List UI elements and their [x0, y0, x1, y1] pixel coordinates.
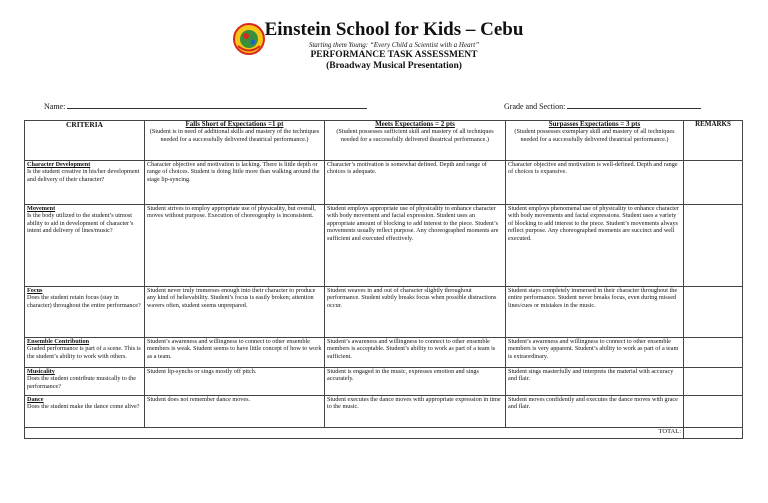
criteria-header: CRITERIA [25, 121, 145, 161]
level2-desc: (Student possesses sufficient skill and mastery of all techniques needed for a successfully delivered theatrical performance.) [336, 128, 494, 143]
level1-cell: Student never truly immerses enough into their character to produce any kind of believability. Student’s focus is easily broken; attention wavers often, student seems unprepared. [145, 287, 325, 338]
level1-desc: (Student is in need of additional skills and mastery of the techniques needed for a successfully delivered theatrical performance.) [149, 128, 320, 143]
document-title: PERFORMANCE TASK ASSESSMENT [310, 50, 478, 60]
criteria-question: Does the student retain focus (stay in character) throughout the entire performance? [27, 294, 141, 309]
level2-cell: Student employs appropriate use of physicality to enhance character with body movement and facial expression. Student uses an appropriate amount of blocking to add interest to the piece. Student’s movements usually reflect purpose. Any choreographed moments are sufficient and executed effectively. [325, 205, 506, 287]
level3-cell: Student’s awareness and willingness to connect to other ensemble members is very apparent. Student’s ability to work as part of a team is extraordinary. [506, 338, 684, 368]
grade-label: Grade and Section: [504, 102, 566, 111]
name-blank-line[interactable] [67, 101, 367, 109]
table-row [25, 368, 743, 396]
criteria-cell [25, 287, 145, 338]
grade-section-field[interactable] [504, 101, 701, 111]
remarks-cell[interactable] [684, 205, 743, 287]
criteria-cell [25, 338, 145, 368]
level3-cell: Character objective and motivation is well-defined. Depth and range of choices is expansive. [506, 161, 684, 205]
remarks-cell[interactable] [684, 396, 743, 428]
school-name: Einstein School for Kids – Cebu [264, 19, 524, 40]
criteria-question: Graded performance is part of a scene. This is the student’s ability to work with others. [27, 345, 141, 360]
level1-title: Falls Short of Expectations =1 pt [185, 120, 284, 128]
level2-title: Meets Expectations = 2 pts [375, 120, 455, 128]
level3-cell: Student employs phenomenal use of physicality to enhance character with body movements and facial expressions. Student uses a variety of blocking to add interest to the piece. Student’s movements always reflect purpose. Any choreographed moments are succinct and well executed. [506, 205, 684, 287]
school-slogan: Starting them Young: “Every Child a Scientist with a Heart” [308, 41, 480, 49]
criteria-question: Does the student contribute musically to the performance? [27, 375, 136, 390]
criteria-question: Is the student creative in his/her development and delivery of their character? [27, 168, 140, 183]
criteria-cell [25, 161, 145, 205]
criteria-title: Ensemble Contribution [27, 338, 90, 345]
table-row [25, 396, 743, 428]
level1-cell: Student does not remember dance moves. [145, 396, 325, 428]
name-field[interactable] [44, 101, 367, 111]
total-row [25, 428, 743, 439]
level3-cell: Student sings masterfully and interprets the material with accuracy and flair. [506, 368, 684, 396]
level1-cell: Student strives to employ appropriate use of physicality, but overall, moves without purpose. Execution of choreography is inconsistent. [145, 205, 325, 287]
table-row [25, 161, 743, 205]
total-label: TOTAL: [25, 428, 684, 439]
criteria-title: Movement [27, 205, 56, 212]
remarks-cell[interactable] [684, 287, 743, 338]
document-header [0, 20, 768, 72]
table-header-row [25, 121, 743, 161]
total-value-cell[interactable] [684, 428, 743, 439]
criteria-title: Dance [27, 396, 44, 403]
remarks-cell[interactable] [684, 368, 743, 396]
level2-header [325, 121, 506, 161]
level3-cell: Student stays completely immersed in their character throughout the entire performance. Student never breaks focus, even during missed lines/cues or mistakes in the music. [506, 287, 684, 338]
criteria-cell [25, 368, 145, 396]
grade-blank-line[interactable] [567, 101, 701, 109]
remarks-cell[interactable] [684, 338, 743, 368]
level3-cell: Student moves confidently and executes the dance moves with grace and flair. [506, 396, 684, 428]
criteria-title: Musicality [27, 368, 55, 375]
level3-desc: (Student possesses exemplary skill and mastery of all techniques needed for a successfully delivered theatrical performance.) [514, 128, 675, 143]
table-row [25, 287, 743, 338]
level1-cell: Student’s awareness and willingness to connect to other ensemble members is weak. Student seems to have little concept of how to work as a team. [145, 338, 325, 368]
remarks-cell[interactable] [684, 161, 743, 205]
level3-header [506, 121, 684, 161]
table-row [25, 338, 743, 368]
level2-cell: Character’s motivation is somewhat defined. Depth and range of choices is adequate. [325, 161, 506, 205]
criteria-question: Does the student make the dance come alive? [27, 403, 140, 411]
name-label: Name: [44, 102, 66, 111]
criteria-question: Is the body utilized to the student’s utmost ability to aid in development of character’s intent and delivery of lines/music? [27, 212, 134, 235]
level2-cell: Student’s awareness and willingness to connect to other ensemble members is acceptable. Student’s ability to work as part of a team is sufficient. [325, 338, 506, 368]
remarks-header: REMARKS [684, 121, 743, 161]
level2-cell: Student is engaged in the music, expresses emotion and sings accurately. [325, 368, 506, 396]
level1-cell: Student lip-synchs or sings mostly off pitch. [145, 368, 325, 396]
criteria-title: Focus [27, 287, 43, 294]
document-subtitle: (Broadway Musical Presentation) [326, 61, 462, 71]
criteria-cell [25, 205, 145, 287]
rubric-table [24, 120, 743, 439]
criteria-title: Character Development [27, 161, 91, 168]
level2-cell: Student executes the dance moves with appropriate expression in time to the music. [325, 396, 506, 428]
level1-cell: Character objective and motivation is lacking. There is little depth or range of choices. Student is doing little more than walking around the stage lip-syncing. [145, 161, 325, 205]
table-row [25, 205, 743, 287]
level2-cell: Student weaves in and out of character slightly throughout performance. Student subtly breaks focus when possible distractions occur. [325, 287, 506, 338]
level3-title: Surpasses Expectations = 3 pts [548, 120, 641, 128]
criteria-cell [25, 396, 145, 428]
level1-header [145, 121, 325, 161]
